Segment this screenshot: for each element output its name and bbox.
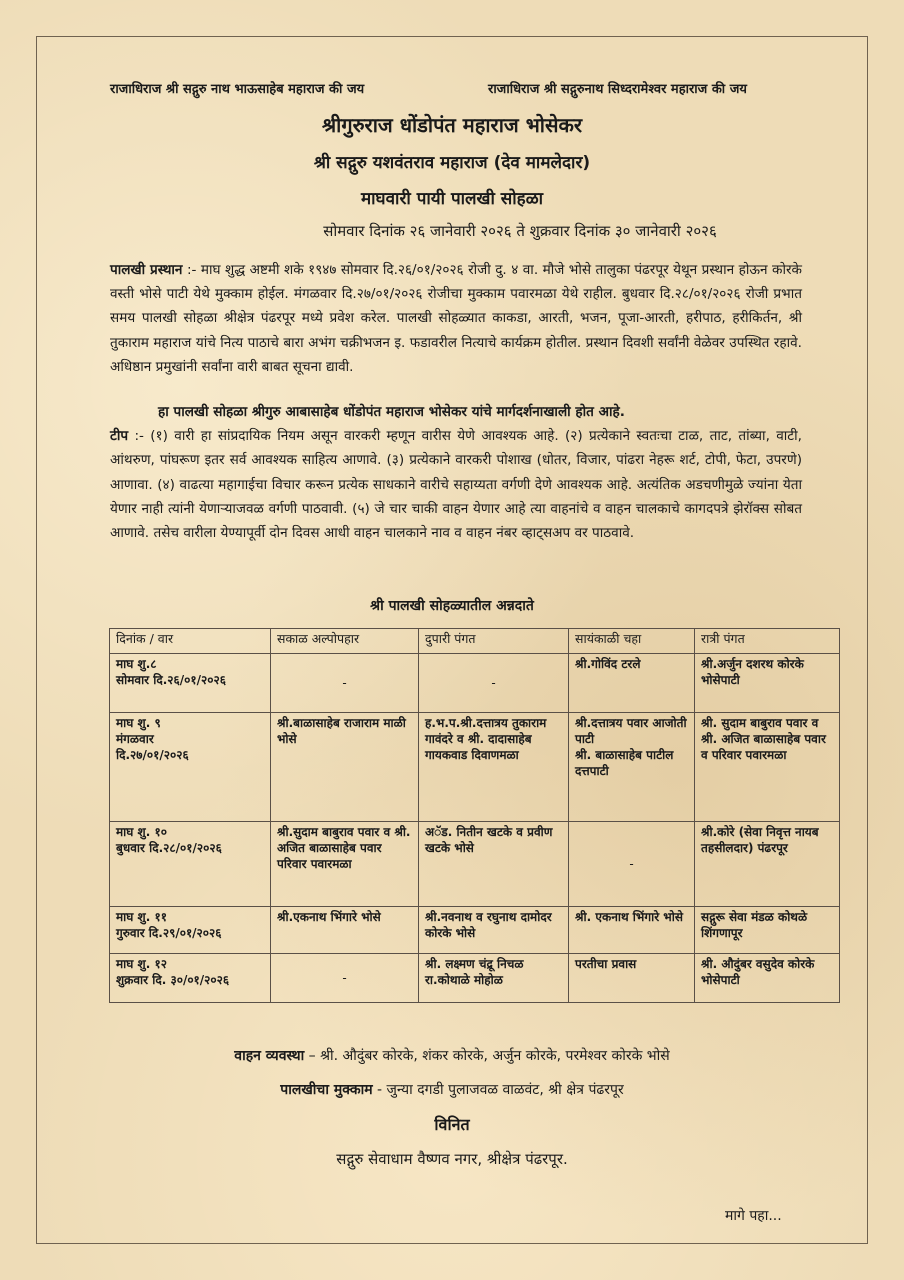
table-row: [110, 907, 840, 954]
header-right-salutation: राजाधिराज श्री सद्गुरुनाथ सिध्दरामेश्वर महाराज की जय: [488, 82, 747, 97]
note-text: :- (१) वारी हा सांप्रदायिक नियम असून वारकरी म्हणून वारीस येणे आवश्यक आहे. (२) प्रत्येकाने स्वतःचा टाळ, ताट, तांब्या, वाटी, आंथरुण, पांघरूण इतर सर्व आवश्यक साहित्य आणावे. (३) प्रत्येकाने वारकरी पोशाख (धोतर, विजार, पांढरा नेहरू शर्ट, टोपी, फेटा, उपरणे) आणावा. (४) वाढत्या महागाईचा विचार करून प्रत्येक साधकाने वारीचे सहाय्यता वर्गणी देणे आवश्यक आहे. अत्यंतिक अडचणीमुळे ज्यांना येता येणार नाही त्यांनी येणाऱ्याजवळ वर्गणी पाठवावी. (५) जे चार चाकी वाहन येणार आहे त्या वाहनांचे व वाहन चालकाचे कागदपत्रे झेरॉक्स सोबत आणावे. तसेच वारीला येण्यापूर्वी दोन दिवस आधी वाहन चालकाने नाव व वाहन नंबर व्हाट्सअप वर पाठवावे.: [110, 428, 802, 542]
cell-breakfast: -: [271, 654, 419, 713]
table-title: श्री पालखी सोहळ्यातील अन्नदाते: [370, 598, 534, 614]
note-label: टीप: [110, 428, 129, 445]
table-row: [110, 822, 840, 907]
see-overleaf: मागे पहा...: [725, 1208, 782, 1224]
guidance-line: हा पालखी सोहळा श्रीगुरु आबासाहेब धोंडोपंत महाराज भोसेकर यांचे मार्गदर्शनाखाली होत आहे.: [158, 404, 625, 420]
table-row: [110, 954, 840, 1003]
vehicle-text: – श्री. औदुंबर कोरके, शंकर कोरके, अर्जुन कोरके, परमेश्वर कोरके भोसे: [304, 1048, 670, 1064]
vinit-heading: विनित: [434, 1115, 470, 1134]
departure-paragraph: [110, 258, 802, 379]
header-date: दिनांक / वार: [110, 629, 271, 654]
vehicle-arrangement: [0, 1046, 904, 1065]
cell-tea: श्री.दत्तात्रय पवार आजोती पाटी श्री. बाळासाहेब पाटील दत्तपाटी: [569, 713, 695, 822]
header-dinner: रात्री पंगत: [695, 629, 840, 654]
main-title: श्रीगुरुराज धोंडोपंत महाराज भोसेकर: [321, 113, 583, 137]
halt-text: - जुन्या दगडी पुलाजवळ वाळवंट, श्री क्षेत्र पंढरपूर: [372, 1082, 624, 1098]
cell-date: माघ शु. १२ शुक्रवार दि. ३०/०१/२०२६: [110, 954, 271, 1003]
cell-tea: -: [569, 822, 695, 907]
cell-lunch: -: [419, 654, 569, 713]
donors-table: [109, 628, 840, 1003]
cell-breakfast: श्री.बाळासाहेब राजाराम माळी भोसे: [271, 713, 419, 822]
header-tea: सायंकाळी चहा: [569, 629, 695, 654]
table-header-row: [110, 629, 840, 654]
cell-date: माघ शु.८ सोमवार दि.२६/०१/२०२६: [110, 654, 271, 713]
cell-breakfast: -: [271, 954, 419, 1003]
note-paragraph: [110, 400, 802, 545]
cell-date: माघ शु. ११ गुरुवार दि.२९/०१/२०२६: [110, 907, 271, 954]
cell-dinner: श्री.अर्जुन दशरथ कोरके भोसेपाटी: [695, 654, 840, 713]
cell-lunch: श्री.नवनाथ व रघुनाथ दामोदर कोरके भोसे: [419, 907, 569, 954]
sender-address: सद्गुरु सेवाधाम वैष्णव नगर, श्रीक्षेत्र पंढरपूर.: [336, 1150, 568, 1168]
cell-dinner: सद्गुरू सेवा मंडळ कोथळे शिंगणापूर: [695, 907, 840, 954]
cell-lunch: अॅड. नितीन खटके व प्रवीण खटके भोसे: [419, 822, 569, 907]
departure-label: पालखी प्रस्थान: [110, 262, 183, 278]
cell-date: माघ शु. ९ मंगळवार दि.२७/०१/२०२६: [110, 713, 271, 822]
header-lunch: दुपारी पंगत: [419, 629, 569, 654]
cell-dinner: श्री. औदुंबर वसुदेव कोरके भोसेपाटी: [695, 954, 840, 1003]
event-title: माघवारी पायी पालखी सोहळा: [360, 189, 544, 209]
cell-tea: परतीचा प्रवास: [569, 954, 695, 1003]
sub-title: श्री सद्गुरु यशवंतराव महाराज (देव मामलेदार): [313, 153, 591, 173]
departure-text: :- माघ शुद्ध अष्टमी शके १९४७ सोमवार दि.२६/०१/२०२६ रोजी दु. ४ वा. मौजे भोसे तालुका पंढरपूर येथून प्रस्थान होऊन कोरके वस्ती भोसे पाटी येथे मुक्काम होईल. मंगळवार दि.२७/०१/२०२६ रोजीचा मुक्काम पवारमळा येथे राहील. बुधवार दि.२८/०१/२०२६ रोजी प्रभात समय पालखी सोहळा श्रीक्षेत्र पंढरपूर मध्ये प्रवेश करेल. पालखी सोहळ्यात काकडा, आरती, भजन, पूजा-आरती, हरीपाठ, हरीकिर्तन, श्री तुकाराम महाराज यांचे नित्य पाठाचे बारा अभंग चक्रीभजन इ. फडावरील नित्याचे कार्यक्रम होतील. प्रस्थान दिवशी सर्वांनी वेळेवर उपस्थित रहावे. अधिष्ठान प्रमुखांनी सर्वांना वारी बाबत सूचना द्यावी.: [110, 262, 803, 375]
vehicle-label: वाहन व्यवस्था: [234, 1048, 305, 1064]
palkhi-halt: [0, 1080, 904, 1099]
cell-dinner: श्री.कोरे (सेवा निवृत्त नायब तहसीलदार) पंढरपूर: [695, 822, 840, 907]
cell-tea: श्री. एकनाथ भिंगारे भोसे: [569, 907, 695, 954]
cell-lunch: श्री. लक्ष्मण चंद्रू निचळ रा.कोथाळे मोहोळ: [419, 954, 569, 1003]
cell-lunch: ह.भ.प.श्री.दत्तात्रय तुकाराम गावंदरे व श्री. दादासाहेब गायकवाड दिवाणमळा: [419, 713, 569, 822]
cell-dinner: श्री. सुदाम बाबुराव पवार व श्री. अजित बाळासाहेब पवार व परिवार पवारमळा: [695, 713, 840, 822]
header-breakfast: सकाळ अल्पोपहार: [271, 629, 419, 654]
header-left-salutation: राजाधिराज श्री सद्गुरु नाथ भाऊसाहेब महाराज की जय: [110, 82, 365, 97]
cell-tea: श्री.गोविंद टरले: [569, 654, 695, 713]
cell-breakfast: श्री.सुदाम बाबुराव पवार व श्री. अजित बाळासाहेब पवार परिवार पवारमळा: [271, 822, 419, 907]
halt-label: पालखीचा मुक्काम: [280, 1082, 373, 1098]
cell-breakfast: श्री.एकनाथ भिंगारे भोसे: [271, 907, 419, 954]
table-row: [110, 654, 840, 713]
cell-date: माघ शु. १० बुधवार दि.२८/०१/२०२६: [110, 822, 271, 907]
event-dates: सोमवार दिनांक २६ जानेवारी २०२६ ते शुक्रवार दिनांक ३० जानेवारी २०२६: [323, 222, 717, 240]
table-row: [110, 713, 840, 822]
